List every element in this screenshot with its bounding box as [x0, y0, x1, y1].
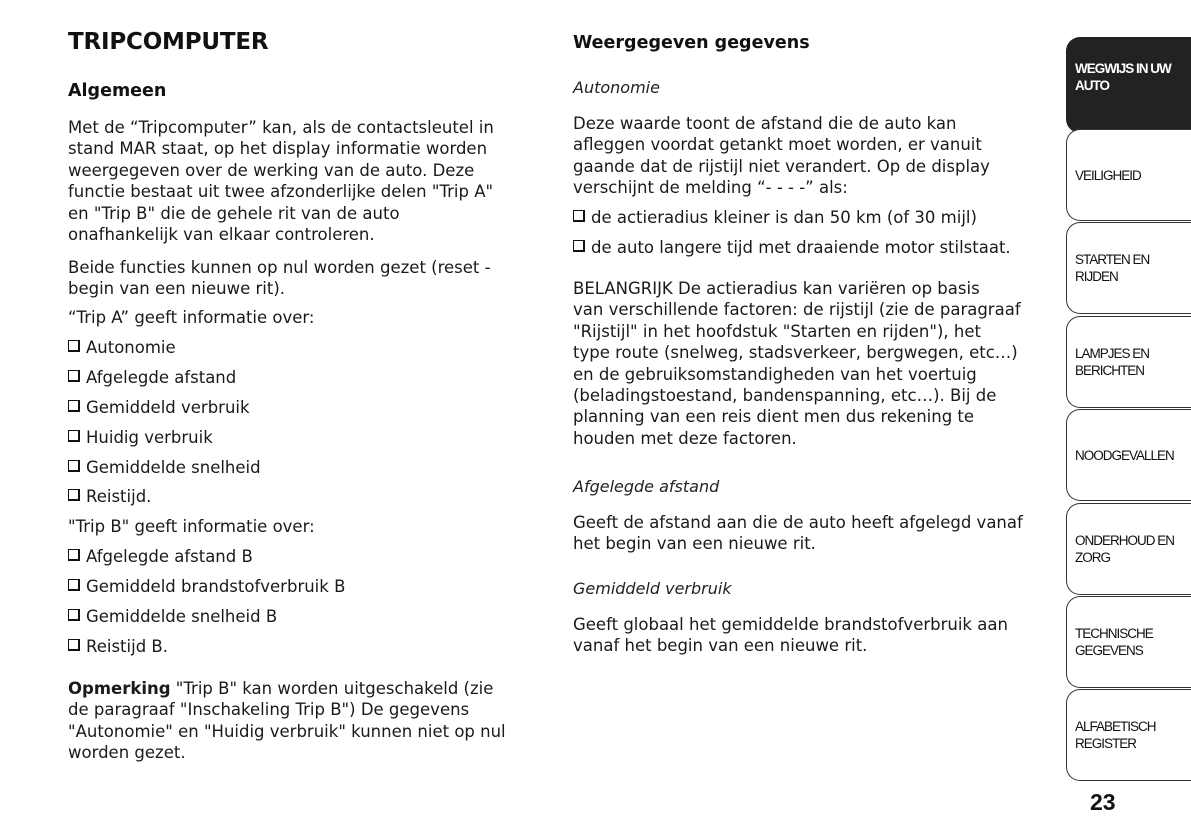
list-item: Huidig verbruik	[68, 427, 213, 448]
text-line: Opmerking "Trip B" kan worden uitgeschakeld (zie	[68, 679, 494, 698]
text-line: en "Trip B" die de gehele rit van de auto	[68, 203, 400, 223]
important-paragraph	[573, 278, 1021, 449]
checkbox-bullet-icon	[68, 340, 80, 352]
tab-alfabetisch-register[interactable]: ALFABETISCH REGISTER	[1066, 689, 1191, 781]
text-line: Geeft de afstand aan die de auto heeft afgelegd vanaf	[573, 513, 1023, 532]
text-line: het begin van een nieuwe rit.	[573, 534, 816, 554]
text-line: BELANGRIJK De actieradius kan variëren op basis	[573, 279, 980, 298]
checkbox-bullet-icon	[68, 579, 80, 591]
text-line: gaande dat de rijstijl niet verandert. Op de display	[573, 156, 990, 176]
text-line: afleggen voordat getankt moet worden, er vanuit	[573, 135, 982, 155]
text-line: vanaf het begin van een nieuwe rit.	[573, 636, 868, 656]
list-item: Reistijd.	[68, 486, 151, 507]
text-line: Geeft globaal het gemiddelde brandstofverbruik aan	[573, 615, 1008, 634]
subheading-afgelegde-afstand: Afgelegde afstand	[573, 477, 720, 496]
text-line: "Rijstijl" in het hoofdstuk "Starten en rijden"), het	[573, 321, 981, 341]
tab-noodgevallen[interactable]: NOODGEVALLEN	[1066, 409, 1191, 501]
text-line: weergegeven over de werking van de auto. Deze	[68, 160, 475, 180]
text-line: functie bestaat uit twee afzonderlijke delen "Trip A"	[68, 182, 494, 202]
checkbox-bullet-icon	[68, 639, 80, 651]
checkbox-bullet-icon	[68, 370, 80, 382]
list-item: Reistijd B.	[68, 636, 168, 657]
text-line: van verschillende factoren: de rijstijl (zie de paragraaf	[573, 300, 1021, 320]
autonomie-paragraph	[573, 113, 990, 199]
note-label: Opmerking	[68, 679, 171, 698]
list-item: Gemiddeld verbruik	[68, 397, 250, 418]
text-line: Met de “Tripcomputer” kan, als de contactsleutel in	[68, 118, 494, 137]
list-item: de auto langere tijd met draaiende motor stilstaat.	[573, 237, 1011, 258]
checkbox-bullet-icon	[573, 240, 585, 252]
tab-onderhoud-en-zorg[interactable]: ONDERHOUD EN ZORG	[1066, 503, 1191, 595]
text-line: worden gezet.	[68, 743, 186, 763]
text-line: stand MAR staat, op het display informatie worden	[68, 139, 488, 159]
text-line: de paragraaf "Inschakeling Trip B") De gegevens	[68, 700, 470, 720]
page-number: 23	[1090, 789, 1116, 815]
checkbox-bullet-icon	[68, 489, 80, 501]
tab-veiligheid[interactable]: VEILIGHEID	[1066, 129, 1191, 221]
text-line: begin van een nieuwe rit).	[68, 279, 286, 299]
text-line: en de gebruiksomstandigheden van het voertuig	[573, 364, 977, 384]
trip-a-intro: “Trip A” geeft informatie over:	[68, 308, 315, 327]
tab-technische-gegevens[interactable]: TECHNISCHE GEGEVENS	[1066, 596, 1191, 688]
checkbox-bullet-icon	[68, 430, 80, 442]
list-item: Gemiddelde snelheid	[68, 457, 261, 478]
afstand-paragraph	[573, 512, 1023, 555]
reset-paragraph	[68, 257, 491, 300]
note-paragraph	[68, 678, 506, 764]
text-line: Deze waarde toont de afstand die de auto kan	[573, 114, 957, 133]
list-item: de actieradius kleiner is dan 50 km (of 30 mijl)	[573, 207, 977, 228]
tab-wegwijs-in-uw-auto[interactable]: WEGWIJS IN UW AUTO	[1066, 37, 1191, 133]
list-item: Afgelegde afstand B	[68, 546, 253, 567]
text-line: "Autonomie" en "Huidig verbruik" kunnen niet op nul	[68, 721, 506, 741]
subheading-gemiddeld-verbruik: Gemiddeld verbruik	[573, 579, 732, 598]
list-item: Gemiddeld brandstofverbruik B	[68, 576, 345, 597]
intro-paragraph	[68, 117, 494, 245]
checkbox-bullet-icon	[68, 549, 80, 561]
tab-starten-en-rijden[interactable]: STARTEN EN RIJDEN	[1066, 222, 1191, 314]
list-item: Afgelegde afstand	[68, 367, 236, 388]
text-line: houden met deze factoren.	[573, 428, 797, 448]
section-heading-algemeen: Algemeen	[68, 81, 167, 101]
tab-lampjes-en-berichten[interactable]: LAMPJES EN BERICHTEN	[1066, 316, 1191, 408]
text-line: type route (snelweg, stadsverkeer, bergwegen, etc…)	[573, 343, 1018, 363]
text-line: Beide functies kunnen op nul worden gezet (reset -	[68, 258, 491, 277]
checkbox-bullet-icon	[68, 400, 80, 412]
text-line: verschijnt de melding “- - - -” als:	[573, 178, 848, 198]
text-line: (beladingstoestand, bandenspanning, etc…). Bij de	[573, 386, 997, 406]
list-item: Autonomie	[68, 337, 176, 358]
checkbox-bullet-icon	[68, 609, 80, 621]
checkbox-bullet-icon	[68, 460, 80, 472]
subheading-autonomie: Autonomie	[573, 78, 660, 97]
page-title: TRIPCOMPUTER	[68, 29, 269, 55]
text-line: onafhankelijk van elkaar controleren.	[68, 225, 375, 245]
list-item: Gemiddelde snelheid B	[68, 606, 277, 627]
trip-b-intro: "Trip B" geeft informatie over:	[68, 517, 315, 536]
checkbox-bullet-icon	[573, 210, 585, 222]
section-heading-weergegeven: Weergegeven gegevens	[573, 33, 810, 53]
verbruik-paragraph	[573, 614, 1008, 657]
text-line: planning van een reis dient men dus rekening te	[573, 407, 975, 427]
